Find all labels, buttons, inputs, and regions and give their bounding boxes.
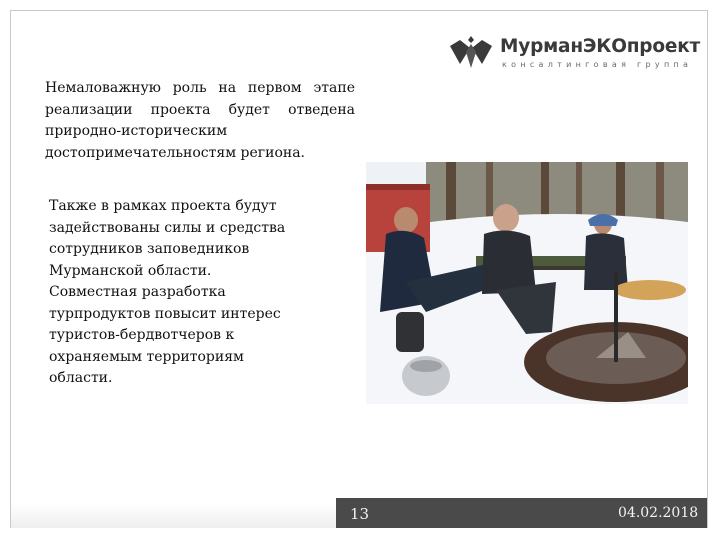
slide-number: 13 (350, 505, 370, 523)
paragraph-reserves (49, 196, 329, 390)
photo-people-at-winter-campfire (366, 162, 688, 404)
paragraph-line: охраняемым территориям (49, 348, 244, 365)
paragraph-line: задействованы силы и средства (49, 219, 286, 236)
paragraph-line: турпродуктов повысит интерес (49, 305, 281, 322)
logo-name: МурманЭКОпроект (500, 36, 701, 57)
paragraph-line: сотрудников заповедников (49, 241, 250, 257)
paragraph-line: туристов-бердвотчеров к (49, 327, 235, 343)
company-logo (446, 34, 701, 72)
paragraph-line: Также в рамках проекта будут (49, 198, 277, 214)
paragraph-landmarks: Немаловажную роль на первом этапе реализации проекта будет отведена природно-историческим достопримечательностям региона. (45, 80, 355, 161)
eagle-emblem-icon (446, 34, 496, 72)
paragraph-line: области. (49, 370, 113, 386)
photo-illustration (366, 162, 688, 404)
paragraph-line: Совместная разработка (49, 284, 226, 300)
slide-date: 04.02.2018 (618, 505, 699, 521)
logo-tagline: консалтинговая группа (502, 60, 693, 69)
paragraph-line: Мурманской области. (49, 262, 212, 279)
